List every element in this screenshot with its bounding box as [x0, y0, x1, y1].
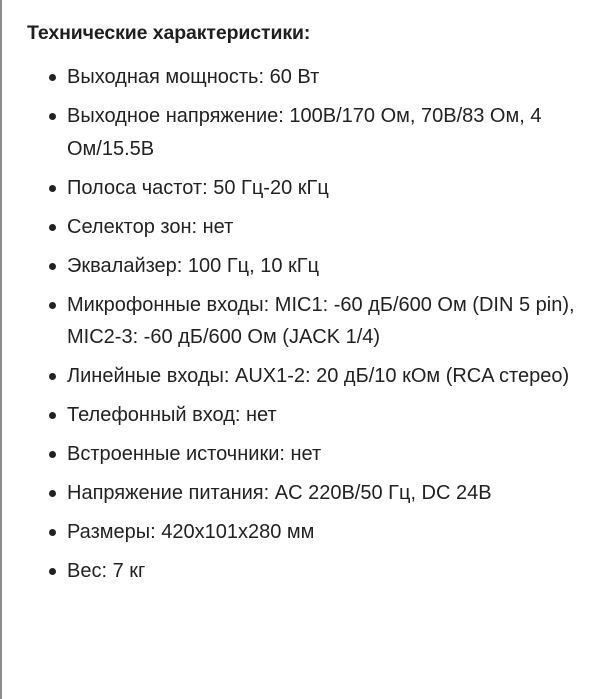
spec-text: Встроенные источники: нет: [67, 443, 322, 465]
spec-item-zone-selector: [27, 211, 589, 244]
spec-item-output-voltage: [27, 100, 589, 165]
bullet-dot-icon: [49, 373, 56, 380]
spec-text: Вес: 7 кг: [67, 560, 146, 582]
bullet-dot-icon: [49, 302, 56, 309]
spec-text: Линейные входы: AUX1-2: 20 дБ/10 кОм (RCA стерео): [67, 365, 570, 387]
spec-text: Эквалайзер: 100 Гц, 10 кГц: [67, 254, 320, 277]
spec-item-frequency-range: [27, 172, 589, 205]
left-edge-divider: [0, 0, 2, 699]
section-title: Технические характеристики:: [27, 22, 311, 44]
spec-list: [27, 61, 592, 588]
bullet-dot-icon: [49, 263, 56, 270]
spec-text: Размеры: 420x101x280 мм: [67, 521, 315, 543]
bullet-dot-icon: [49, 185, 56, 192]
spec-text: Селектор зон: нет: [67, 215, 234, 238]
bullet-dot-icon: [49, 490, 56, 497]
spec-item-mic-inputs: [27, 289, 589, 354]
bullet-dot-icon: [49, 224, 56, 231]
spec-text: Полоса частот: 50 Гц-20 кГц: [67, 176, 329, 199]
bullet-dot-icon: [49, 451, 56, 458]
spec-item-power-supply: [27, 477, 589, 510]
spec-item-built-in-sources: [27, 438, 589, 471]
spec-text: Телефонный вход: нет: [67, 404, 277, 426]
spec-item-line-inputs: [27, 360, 589, 393]
spec-text: Напряжение питания: AC 220В/50 Гц, DC 24В: [67, 482, 492, 504]
bullet-dot-icon: [49, 529, 56, 536]
spec-text: Микрофонные входы: MIC1: -60 дБ/600 Ом (DIN 5 pin), MIC2-3: -60 дБ/600 Ом (JACK 1/4): [67, 293, 575, 348]
spec-item-equalizer: [27, 250, 589, 283]
spec-item-phone-input: [27, 399, 589, 432]
tech-specs-section: [27, 17, 592, 594]
spec-text: Выходная мощность: 60 Вт: [67, 66, 320, 88]
bullet-dot-icon: [49, 568, 56, 575]
bullet-dot-icon: [49, 113, 56, 120]
spec-text: Выходное напряжение: 100В/170 Ом, 70В/83 Ом, 4 Ом/15.5В: [67, 105, 542, 160]
spec-item-dimensions: [27, 516, 589, 549]
bullet-dot-icon: [49, 412, 56, 419]
spec-item-weight: [27, 555, 589, 588]
spec-item-output-power: [27, 61, 589, 94]
bullet-dot-icon: [49, 74, 56, 81]
